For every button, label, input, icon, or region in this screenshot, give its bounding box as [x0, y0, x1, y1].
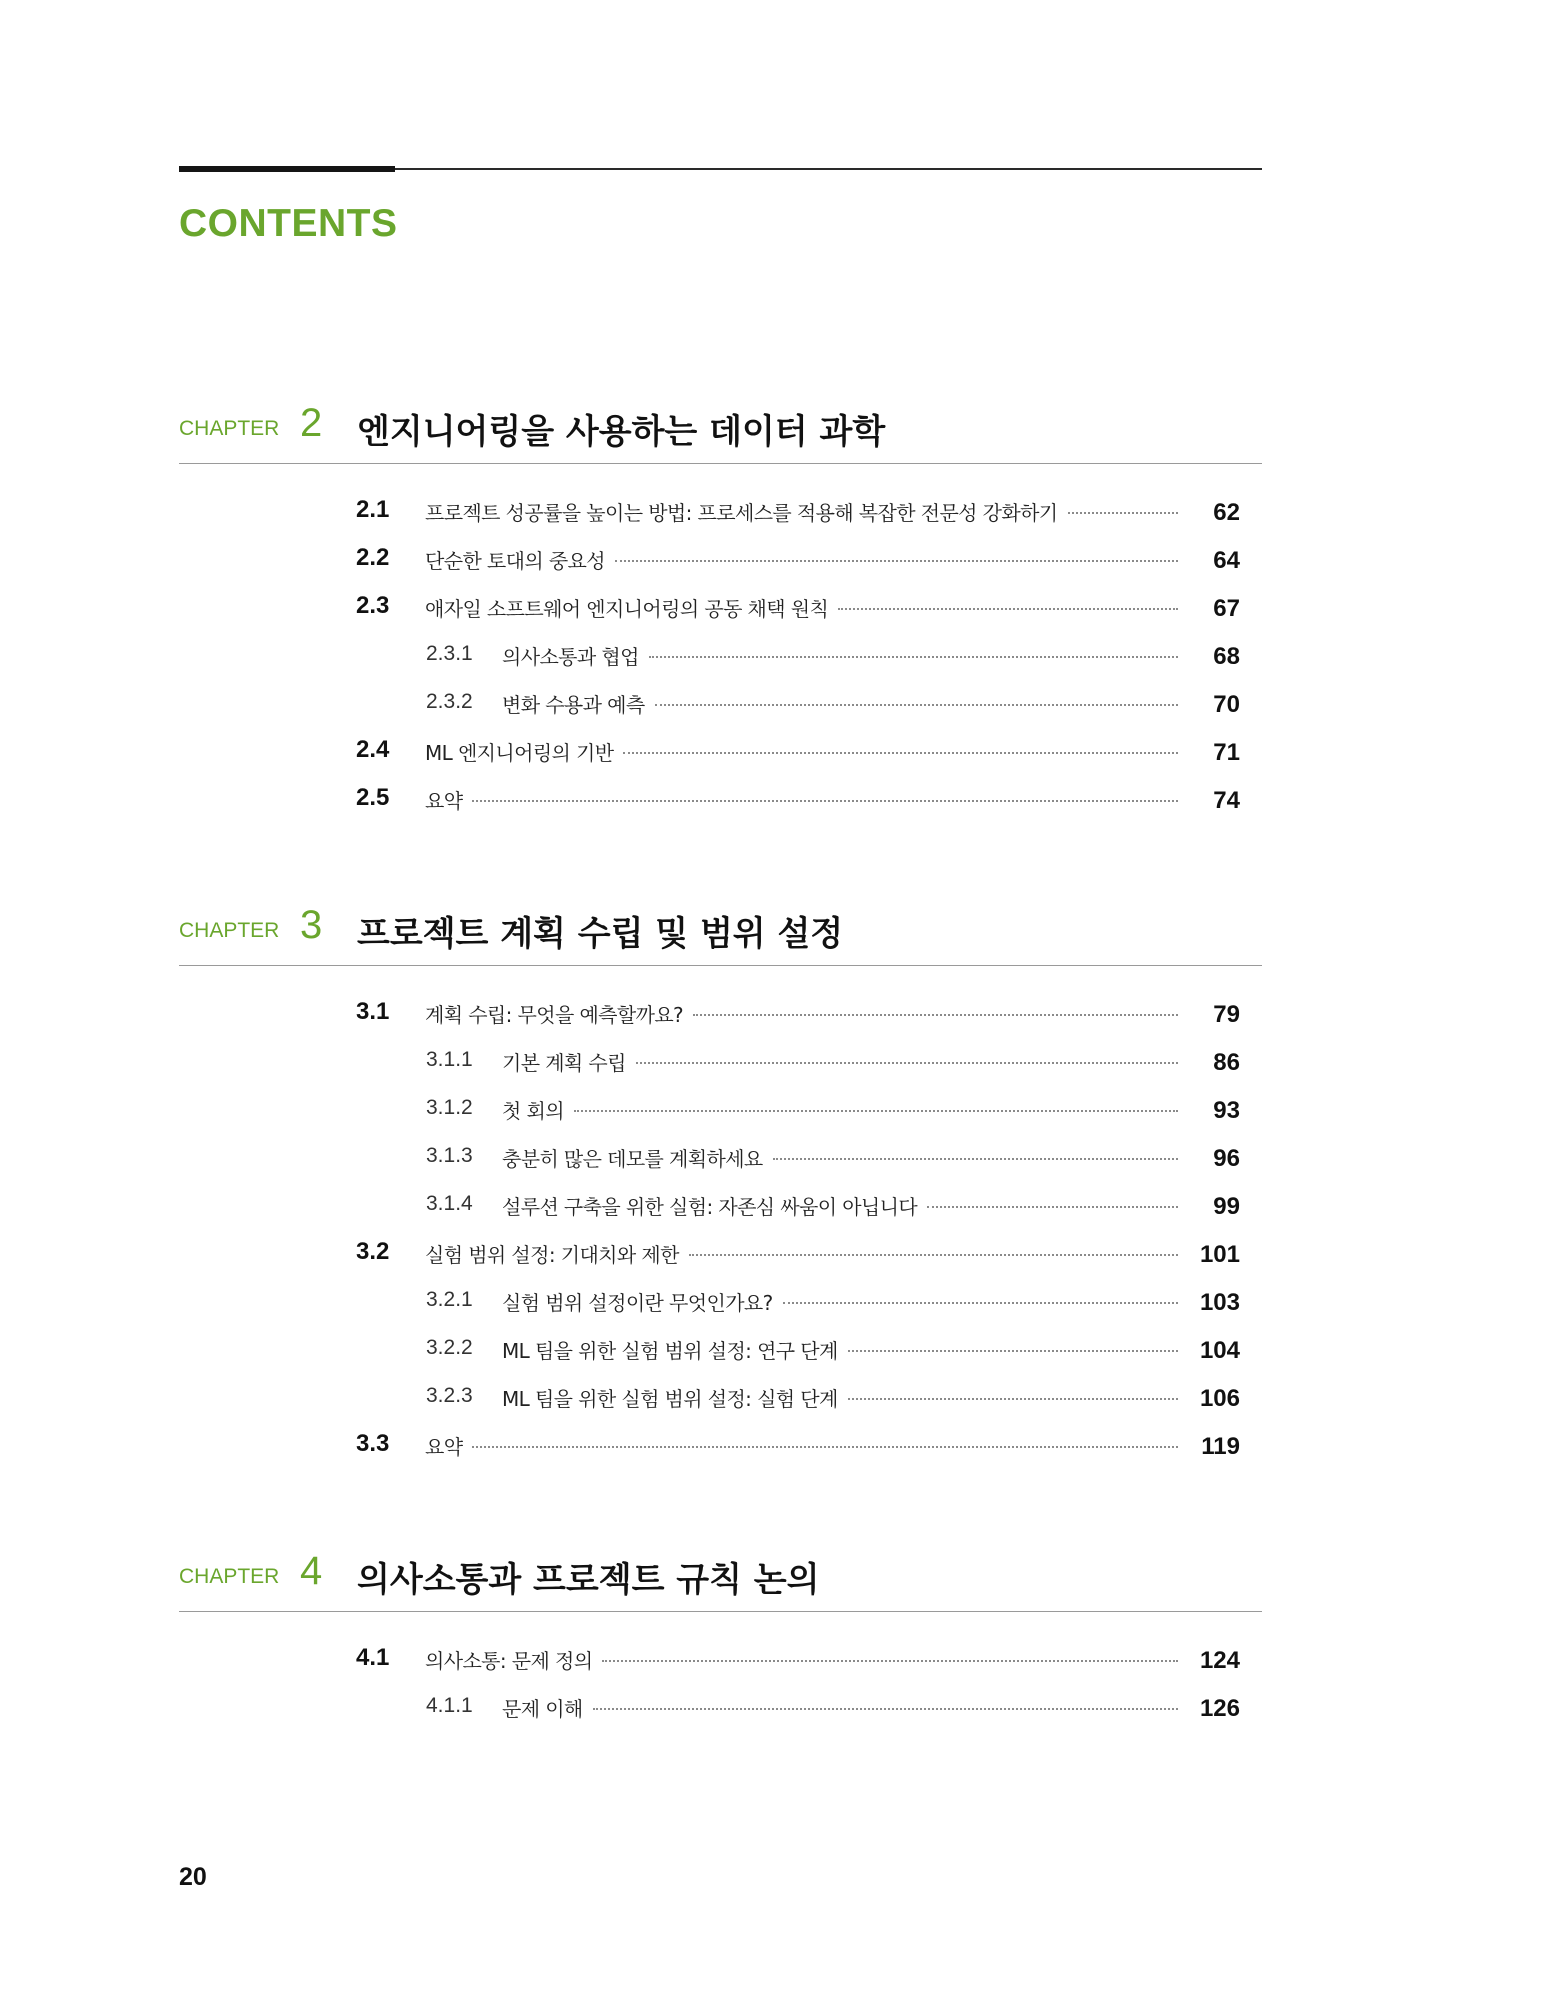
toc-subsection-entry[interactable] — [0, 1277, 1556, 1325]
chapter-label: CHAPTER — [179, 417, 280, 440]
dot-leader — [693, 1013, 1178, 1016]
toc-entry-title[interactable]: 의사소통과 협업 — [502, 645, 639, 669]
dot-leader — [655, 703, 1178, 706]
chapter-number: 3 — [300, 903, 323, 947]
contents-title: CONTENTS — [179, 202, 398, 245]
toc-entry-row — [502, 1693, 1556, 1723]
chapter-number: 4 — [300, 1549, 323, 1593]
toc-entry-row — [502, 1047, 1556, 1077]
chapter-title[interactable]: 엔지니어링을 사용하는 데이터 과학 — [357, 412, 886, 452]
toc-entry-page[interactable]: 106 — [1199, 1385, 1240, 1412]
dot-leader — [1068, 511, 1178, 514]
toc-subsection-entry[interactable] — [0, 1373, 1556, 1421]
toc-entry-page[interactable]: 79 — [1213, 1001, 1240, 1028]
toc-entry-title[interactable]: 계획 수립: 무엇을 예측할까요? — [425, 1003, 684, 1027]
chapter-section — [0, 1543, 1556, 1722]
toc-entry-page[interactable]: 70 — [1213, 691, 1240, 718]
chapter-section — [0, 897, 1556, 1460]
toc-entry-title[interactable]: 변화 수용과 예측 — [502, 693, 645, 717]
toc-entry-row — [425, 1645, 1556, 1675]
toc-entry-number: 3.1.1 — [426, 1048, 473, 1071]
toc-entry-page[interactable]: 124 — [1199, 1647, 1240, 1674]
toc-section-entry[interactable] — [0, 1635, 1556, 1683]
toc-entry-title[interactable]: 문제 이해 — [502, 1697, 583, 1721]
toc-section-entry[interactable] — [0, 535, 1556, 583]
toc-section-entry[interactable] — [0, 727, 1556, 775]
toc-entry-number: 3.1.3 — [426, 1144, 473, 1167]
toc-entry-row — [425, 545, 1556, 575]
toc-entry-row — [425, 785, 1556, 815]
toc-subsection-entry[interactable] — [0, 1181, 1556, 1229]
toc-entry-page[interactable]: 93 — [1213, 1097, 1240, 1124]
page-number: 20 — [179, 1863, 207, 1891]
toc-entry-page[interactable]: 119 — [1201, 1433, 1240, 1460]
toc-entry-row — [425, 1431, 1556, 1461]
dot-leader — [927, 1205, 1178, 1208]
chapter-header — [0, 897, 1556, 963]
toc-entry-row — [502, 689, 1556, 719]
dot-leader — [783, 1301, 1178, 1304]
toc-section-entry[interactable] — [0, 775, 1556, 823]
toc-entry-title[interactable]: 실험 범위 설정: 기대치와 제한 — [425, 1243, 679, 1267]
dot-leader — [593, 1707, 1178, 1710]
toc-section-entry[interactable] — [0, 1229, 1556, 1277]
toc-entry-number: 2.1 — [356, 496, 390, 523]
toc-entry-page[interactable]: 71 — [1213, 739, 1240, 766]
dot-leader — [773, 1157, 1178, 1160]
dot-leader — [636, 1061, 1178, 1064]
dot-leader — [838, 607, 1178, 610]
toc-section-entry[interactable] — [0, 583, 1556, 631]
dot-leader — [623, 751, 1178, 754]
toc-entry-number: 3.1 — [356, 998, 390, 1025]
toc-subsection-entry[interactable] — [0, 1085, 1556, 1133]
toc-entry-number: 3.1.4 — [426, 1192, 473, 1215]
toc-entry-list — [0, 1635, 1556, 1731]
toc-entry-page[interactable]: 74 — [1213, 787, 1240, 814]
toc-entry-number: 2.2 — [356, 544, 390, 571]
toc-entry-page[interactable]: 68 — [1213, 643, 1240, 670]
toc-subsection-entry[interactable] — [0, 1037, 1556, 1085]
toc-entry-number: 3.2.1 — [426, 1288, 473, 1311]
chapter-label: CHAPTER — [179, 1565, 280, 1588]
toc-entry-title[interactable]: 요약 — [425, 1435, 463, 1459]
chapter-divider — [179, 463, 1262, 464]
toc-section-entry[interactable] — [0, 1421, 1556, 1469]
toc-subsection-entry[interactable] — [0, 1683, 1556, 1731]
toc-entry-page[interactable]: 104 — [1199, 1337, 1240, 1364]
chapter-title[interactable]: 프로젝트 계획 수립 및 범위 설정 — [357, 914, 844, 954]
toc-entry-list — [0, 989, 1556, 1469]
toc-entry-title[interactable]: 기본 계획 수립 — [502, 1051, 626, 1075]
dot-leader — [602, 1659, 1178, 1662]
chapter-number: 2 — [300, 401, 323, 445]
toc-entry-title[interactable]: 의사소통: 문제 정의 — [425, 1649, 593, 1673]
toc-entry-title[interactable]: 프로젝트 성공률을 높이는 방법: 프로세스를 적용해 복잡한 전문성 강화하기 — [425, 501, 1058, 525]
dot-leader — [848, 1397, 1178, 1400]
toc-entry-number: 3.2.2 — [426, 1336, 473, 1359]
toc-entry-title[interactable]: ML 엔지니어링의 기반 — [425, 741, 614, 765]
toc-entry-number: 2.3.1 — [426, 642, 473, 665]
chapter-section — [0, 395, 1556, 814]
toc-entry-page[interactable]: 126 — [1199, 1695, 1240, 1722]
dot-leader — [472, 799, 1178, 802]
toc-entry-row — [502, 1191, 1556, 1221]
toc-entry-page[interactable]: 101 — [1199, 1241, 1240, 1268]
toc-entry-row — [425, 1239, 1556, 1269]
dot-leader — [848, 1349, 1178, 1352]
toc-entry-number: 3.2 — [356, 1238, 390, 1265]
chapter-divider — [179, 965, 1262, 966]
toc-entry-title[interactable]: 실험 범위 설정이란 무엇인가요? — [502, 1291, 773, 1315]
toc-subsection-entry[interactable] — [0, 631, 1556, 679]
toc-entry-number: 3.2.3 — [426, 1384, 473, 1407]
dot-leader — [689, 1253, 1178, 1256]
toc-entry-row — [425, 999, 1556, 1029]
header-rule-accent — [179, 166, 395, 172]
toc-subsection-entry[interactable] — [0, 679, 1556, 727]
toc-entry-page[interactable]: 67 — [1213, 595, 1240, 622]
toc-entry-number: 2.3.2 — [426, 690, 473, 713]
toc-entry-page[interactable]: 86 — [1213, 1049, 1240, 1076]
toc-entry-title[interactable]: 첫 회의 — [502, 1099, 564, 1123]
toc-entry-number: 4.1 — [356, 1644, 390, 1671]
toc-entry-number: 2.4 — [356, 736, 390, 763]
toc-subsection-entry[interactable] — [0, 1325, 1556, 1373]
toc-entry-row — [425, 737, 1556, 767]
toc-entry-page[interactable]: 64 — [1213, 547, 1240, 574]
toc-entry-row — [425, 497, 1556, 527]
toc-entry-row — [502, 1335, 1556, 1365]
toc-entry-row — [502, 1383, 1556, 1413]
chapter-label: CHAPTER — [179, 919, 280, 942]
toc-entry-page[interactable]: 103 — [1199, 1289, 1240, 1316]
toc-entry-row — [502, 1095, 1556, 1125]
toc-entry-title[interactable]: 단순한 토대의 중요성 — [425, 549, 605, 573]
toc-entry-list — [0, 487, 1556, 823]
toc-entry-row — [502, 1287, 1556, 1317]
toc-entry-title[interactable]: 설루션 구축을 위한 실험: 자존심 싸움이 아닙니다 — [502, 1195, 918, 1219]
chapter-title[interactable]: 의사소통과 프로젝트 규칙 논의 — [357, 1560, 820, 1600]
dot-leader — [574, 1109, 1178, 1112]
toc-entry-number: 2.3 — [356, 592, 390, 619]
toc-subsection-entry[interactable] — [0, 1133, 1556, 1181]
toc-section-entry[interactable] — [0, 989, 1556, 1037]
toc-entry-row — [502, 1143, 1556, 1173]
toc-entry-row — [425, 593, 1556, 623]
toc-entry-number: 3.3 — [356, 1430, 390, 1457]
toc-entry-page[interactable]: 99 — [1213, 1193, 1240, 1220]
toc-entry-title[interactable]: ML 팀을 위한 실험 범위 설정: 실험 단계 — [502, 1387, 838, 1411]
toc-entry-title[interactable]: 충분히 많은 데모를 계획하세요 — [502, 1147, 763, 1171]
chapter-header — [0, 395, 1556, 461]
toc-entry-title[interactable]: ML 팀을 위한 실험 범위 설정: 연구 단계 — [502, 1339, 838, 1363]
toc-entry-title[interactable]: 요약 — [425, 789, 463, 813]
toc-entry-row — [502, 641, 1556, 671]
toc-entry-number: 3.1.2 — [426, 1096, 473, 1119]
dot-leader — [615, 559, 1178, 562]
toc-entry-page[interactable]: 62 — [1213, 499, 1240, 526]
toc-entry-title[interactable]: 애자일 소프트웨어 엔지니어링의 공동 채택 원칙 — [425, 597, 829, 621]
toc-entry-page[interactable]: 96 — [1213, 1145, 1240, 1172]
toc-section-entry[interactable] — [0, 487, 1556, 535]
toc-entry-number: 4.1.1 — [426, 1694, 473, 1717]
dot-leader — [649, 655, 1178, 658]
dot-leader — [472, 1445, 1178, 1448]
toc-entry-number: 2.5 — [356, 784, 390, 811]
chapter-divider — [179, 1611, 1262, 1612]
chapter-header — [0, 1543, 1556, 1609]
